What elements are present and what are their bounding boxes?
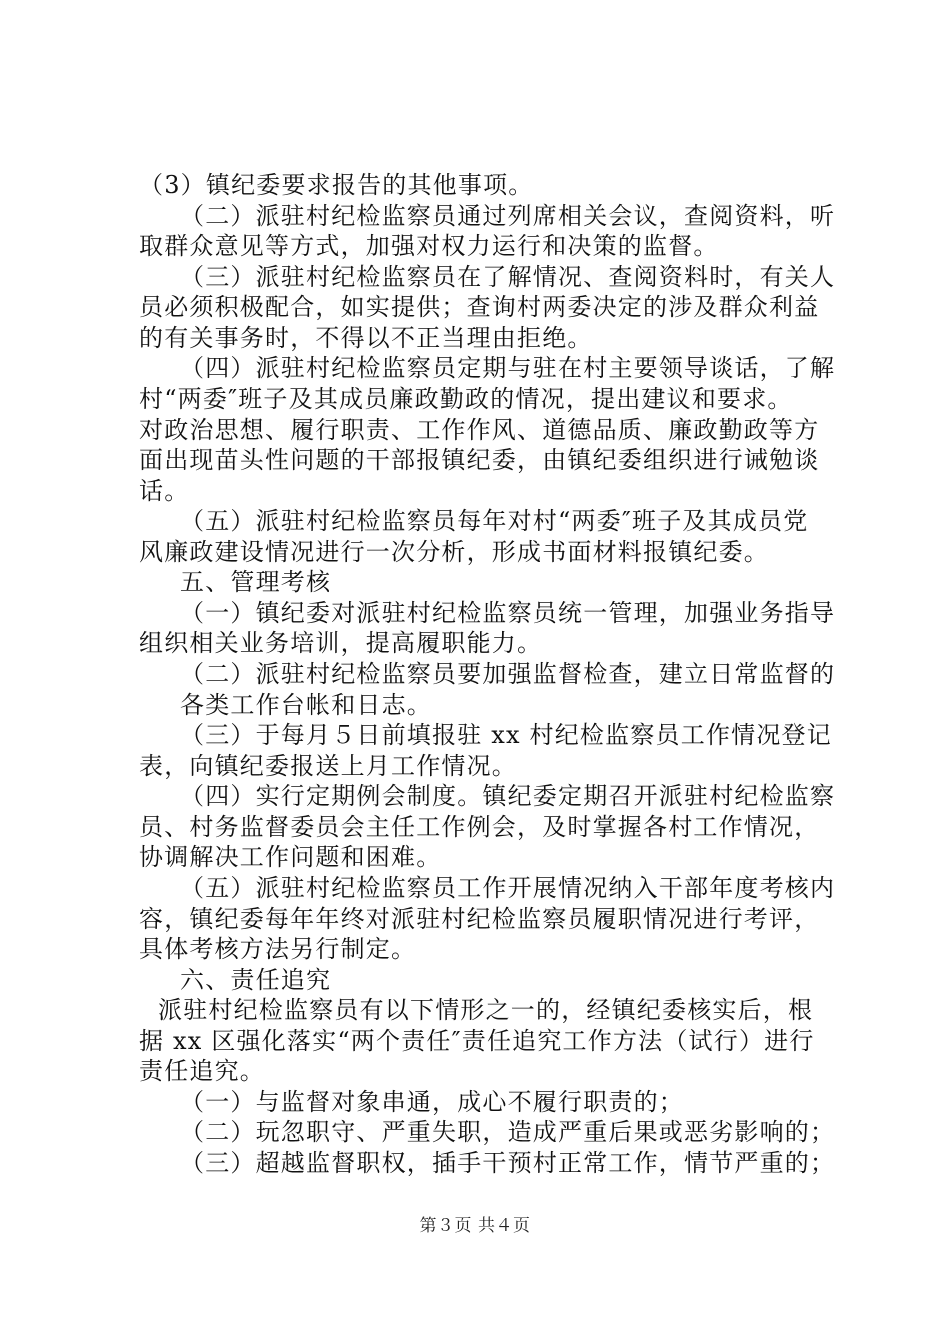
line: 责任追究。 <box>139 1057 265 1085</box>
line: （三）超越监督职权，插手干预村正常工作，情节严重的； <box>180 1149 836 1177</box>
section-heading: 五、管理考核 <box>180 568 332 596</box>
line: （二）派驻村纪检监察员通过列席相关会议，查阅资料，听 <box>180 202 836 230</box>
line: 员、村务监督委员会主任工作例会，及时掌握各村工作情况， <box>139 813 820 841</box>
line: （一）镇纪委对派驻村纪检监察员统一管理，加强业务指导 <box>180 599 836 627</box>
line: （二）玩忽职守、严重失职，造成严重后果或恶劣影响的； <box>180 1118 836 1146</box>
line: （四）实行定期例会制度。镇纪委定期召开派驻村纪检监察 <box>180 782 836 810</box>
section-heading: 六、责任追究 <box>180 966 332 994</box>
line: （三）于每月５日前填报驻 xx 村纪检监察员工作情况登记 <box>180 721 832 749</box>
line: （三）派驻村纪检监察员在了解情况、查阅资料时，有关人 <box>180 263 836 291</box>
line: 的有关事务时，不得以不正当理由拒绝。 <box>139 324 593 352</box>
line: 对政治思想、履行职责、工作作风、道德品质、廉政勤政等方 <box>139 416 820 444</box>
line: 村“两委″班子及其成员廉政勤政的情况，提出建议和要求。 <box>139 385 793 413</box>
line: 组织相关业务培训，提高履职能力。 <box>139 629 543 657</box>
line: 取群众意见等方式，加强对权力运行和决策的监督。 <box>139 232 719 260</box>
line: 表，向镇纪委报送上月工作情况。 <box>139 752 517 780</box>
line: 话。 <box>139 477 190 505</box>
line: 协调解决工作问题和困难。 <box>139 843 442 871</box>
line: （二）派驻村纪检监察员要加强监督检查，建立日常监督的 <box>180 660 836 688</box>
line: （3）镇纪委要求报告的其他事项。 <box>139 171 534 199</box>
page-number-footer: 第３页 共４页 <box>419 1216 531 1236</box>
line: 各类工作台帐和日志。 <box>180 691 432 719</box>
line: 员必须积极配合，如实提供；查询村两委决定的涉及群众利益 <box>139 293 820 321</box>
line: 据 xx 区强化落实“两个责任″责任追究工作方法（试行）进行 <box>139 1027 815 1055</box>
line: 具体考核方法另行制定。 <box>139 935 417 963</box>
line: （五）派驻村纪检监察员工作开展情况纳入干部年度考核内 <box>180 874 836 902</box>
line: （一）与监督对象串通，成心不履行职责的； <box>180 1088 684 1116</box>
line: 容，镇纪委每年年终对派驻村纪检监察员履职情况进行考评， <box>139 905 820 933</box>
line: （五）派驻村纪检监察员每年对村“两委″班子及其成员党 <box>180 507 809 535</box>
line: 风廉政建设情况进行一次分析，形成书面材料报镇纪委。 <box>139 538 769 566</box>
line: （四）派驻村纪检监察员定期与驻在村主要领导谈话，了解 <box>180 354 836 382</box>
line: 面出现苗头性问题的干部报镇纪委，由镇纪委组织进行诫勉谈 <box>139 446 820 474</box>
line: 派驻村纪检监察员有以下情形之一的，经镇纪委核实后，根 <box>158 996 814 1024</box>
